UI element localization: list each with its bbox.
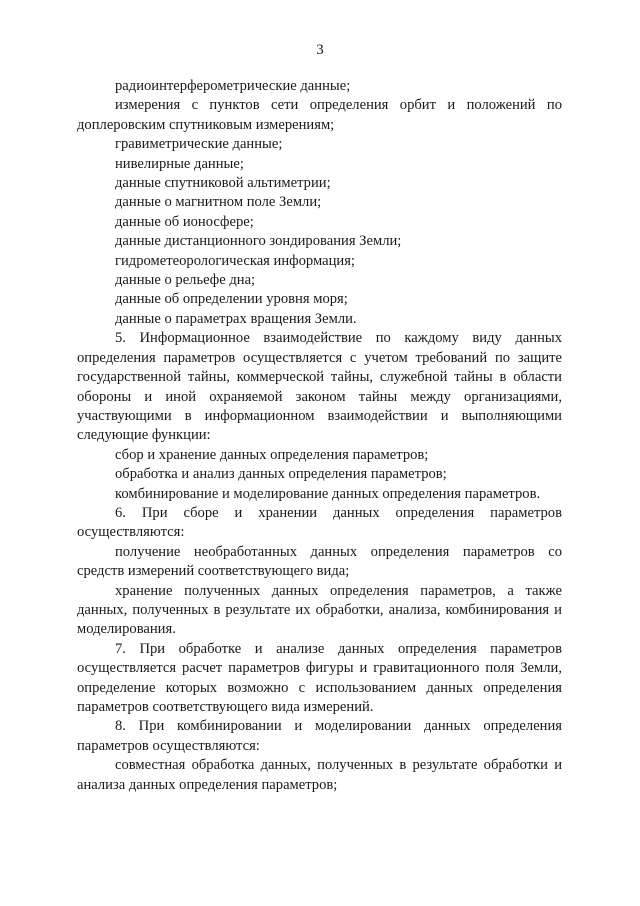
list-item: данные об ионосфере; bbox=[115, 213, 254, 230]
list-item: сбор и хранение данных определения параметров; bbox=[115, 446, 429, 463]
list-item: данные о рельефе дна; bbox=[115, 272, 256, 289]
list-item: данные дистанционного зондирования Земли; bbox=[115, 233, 402, 250]
paragraph-clause-8: 8. При комбинировании и моделировании данных определения параметров осуществляются: bbox=[77, 718, 562, 754]
list-item: данные о параметрах вращения Земли. bbox=[115, 310, 357, 327]
paragraph: совместная обработка данных, полученных в результате обработки и анализа данных определения параметров; bbox=[77, 757, 562, 793]
list-item: данные о магнитном поле Земли; bbox=[115, 194, 322, 211]
paragraph: измерения с пунктов сети определения орбит и положений по доплеровским спутниковым измерениям; bbox=[77, 97, 562, 133]
list-item: гравиметрические данные; bbox=[115, 136, 283, 153]
list-item: нивелирные данные; bbox=[115, 155, 244, 172]
paragraph: хранение полученных данных определения параметров, а также данных, полученных в результате их обработки, анализа, комбинирования и моделирования. bbox=[77, 582, 562, 638]
paragraph-clause-7: 7. При обработке и анализе данных определения параметров осуществляется расчет параметров фигуры и гравитационного поля Земли, определение которых возможно с использованием данных определения параметров соответствующего вида измерений. bbox=[77, 640, 562, 715]
list-item: радиоинтерферометрические данные; bbox=[115, 78, 351, 94]
page-number: 3 bbox=[316, 42, 324, 58]
paragraph-clause-5: 5. Информационное взаимодействие по каждому виду данных определения параметров осуществляется с учетом требований по защите государственной тайны, коммерческой тайны, служебной тайны в области обороны и иной охраняемой законом тайны между организациями, участвующими в информационном взаимодействии и выполняющими следующие функции: bbox=[77, 330, 562, 444]
list-item: данные об определении уровня моря; bbox=[115, 291, 348, 308]
document-body bbox=[77, 77, 562, 795]
list-item: гидрометеорологическая информация; bbox=[115, 252, 355, 269]
list-item: комбинирование и моделирование данных определения параметров. bbox=[115, 485, 541, 502]
paragraph: получение необработанных данных определения параметров со средств измерений соответствующего вида; bbox=[77, 543, 562, 580]
list-item: обработка и анализ данных определения параметров; bbox=[115, 466, 447, 483]
list-item: данные спутниковой альтиметрии; bbox=[115, 175, 331, 192]
paragraph-clause-6: 6. При сборе и хранении данных определения параметров осуществляются: bbox=[77, 504, 562, 541]
